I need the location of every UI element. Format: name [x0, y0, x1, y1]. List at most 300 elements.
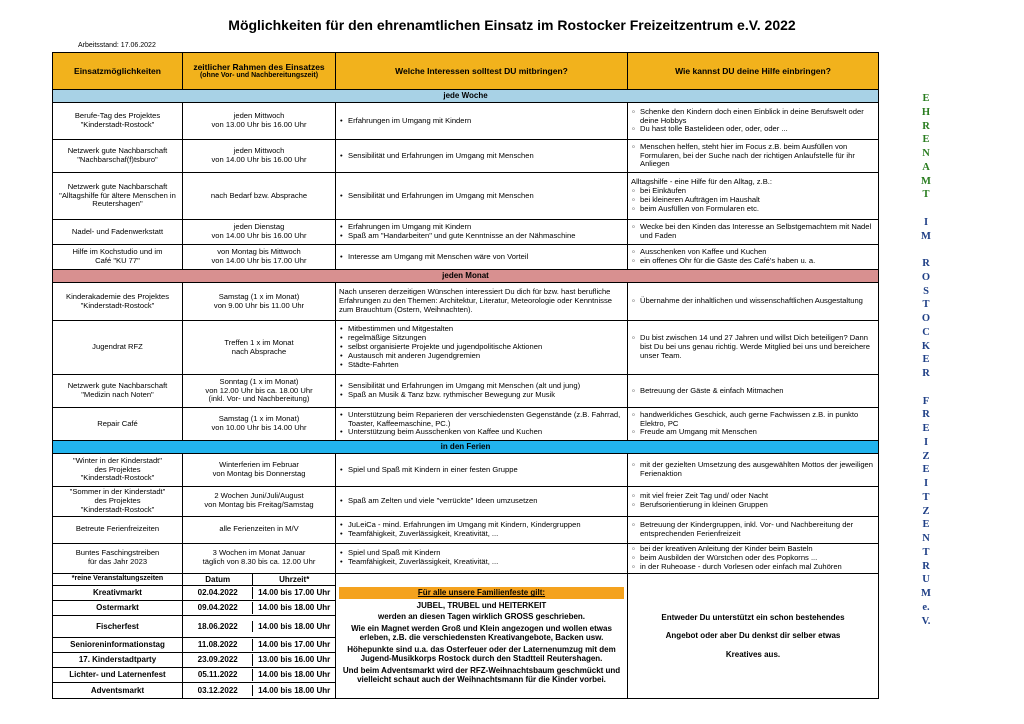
page-title: Möglichkeiten für den ehrenamtlichen Einsatz im Rostocker Freizeitzentrum e.V. 2022 [228, 17, 796, 33]
event-datetime [183, 668, 336, 683]
vertical-gap [915, 381, 937, 395]
einsatz-name-line: "Winter in der Kinderstadt" [73, 455, 162, 465]
hilfe-list-item: ▫ Du hast tolle Bastelideen oder, oder, oder ... [631, 125, 875, 134]
vertical-letter: M [921, 230, 931, 242]
vertical-label [915, 92, 937, 628]
hilfe-cell [628, 408, 879, 441]
zeit-text-line: nach Absprache [231, 346, 287, 356]
section-row [53, 90, 879, 103]
vertical-letter: V. [921, 615, 931, 627]
hilfe-list-item: ▫ Betreuung der Kindergruppen, inkl. Vor- und Nachbereitung der entsprechenden Ferienfreizeit [631, 521, 875, 539]
einsatz-name-line: Repair Café [97, 418, 138, 428]
zeit-cell [183, 321, 336, 375]
table-row [53, 516, 879, 543]
vertical-letter: R [922, 258, 930, 269]
events-head-datetime [183, 573, 336, 585]
einsatz-name-line: Netzwerk gute Nachbarschaft [67, 381, 168, 391]
einsatz-name-line: "Alltagshilfe für ältere Menschen in Reutershagen" [59, 190, 176, 209]
interessen-cell [336, 140, 628, 173]
zeit-text [186, 525, 332, 534]
vertical-letter: T [922, 299, 930, 311]
hilfe-list [631, 545, 875, 572]
hilfe-list [631, 223, 875, 241]
einsatz-cell [53, 103, 183, 140]
hilfe-list-item: ▫ Freude am Umgang mit Menschen [631, 428, 875, 437]
hilfe-list-item: ▫ bei Einkäufen [631, 187, 875, 196]
zeit-text-line: (inkl. Vor- und Nachbereitung) [208, 394, 310, 404]
hilfe-list [631, 387, 875, 396]
zeit-cell [183, 173, 336, 220]
hilfe-intro: Alltagshilfe - eine Hilfe für den Alltag, z.B.: [631, 177, 772, 187]
table-row [53, 375, 879, 408]
interessen-list-item: • selbst organisierte Projekte und jugendpolitische Aktionen [339, 343, 624, 352]
zeit-cell [183, 140, 336, 173]
event-time: 14.00 bis 18.00 Uhr [258, 621, 331, 631]
einsatz-name [56, 228, 179, 237]
vertical-letter: N [922, 533, 930, 544]
zeit-text-line: Samstag (1 x im Monat) [218, 291, 300, 301]
zeit-text [186, 549, 332, 567]
zeit-cell [183, 516, 336, 543]
einsatz-cell [53, 283, 183, 321]
interessen-list-item: • Spaß am "Handarbeiten" und gute Kenntnisse an der Nähmaschine [339, 232, 624, 241]
hilfe-cell [628, 516, 879, 543]
event-date: 03.12.2022 [183, 685, 253, 696]
event-name: Fischerfest [53, 616, 183, 638]
section-title: jede Woche [53, 90, 879, 103]
einsatz-cell [53, 543, 183, 573]
zeit-cell [183, 283, 336, 321]
family-help-cell [628, 573, 879, 698]
table-row [53, 408, 879, 441]
einsatz-name [56, 248, 179, 266]
einsatz-name [56, 343, 179, 352]
einsatz-name-line: Café "KU 77" [95, 256, 140, 265]
zeit-cell [183, 543, 336, 573]
interessen-list [339, 521, 624, 539]
einsatz-name-line: "Nachbarschaf(f)tsburo" [77, 155, 158, 164]
zeit-text-line: jeden Dienstag [233, 222, 285, 232]
zeit-text [186, 415, 332, 433]
header-zeit: zeitlicher Rahmen des Einsatzes (ohne Vor- und Nachbereitungszeit) [183, 53, 336, 90]
einsatz-cell [53, 245, 183, 270]
zeit-cell [183, 245, 336, 270]
einsatz-name [56, 420, 179, 429]
vertical-letter: I [923, 216, 929, 228]
einsatz-name [56, 147, 179, 165]
hilfe-list-item: ▫ Schenke den Kindern doch einen Einblick in deine Berufswelt oder deine Hobbys [631, 108, 875, 126]
zeit-text-line: von Montag bis Mittwoch [217, 247, 301, 257]
einsatz-cell [53, 220, 183, 245]
vertical-letter: E [922, 93, 930, 104]
zeit-text-line: von 12.00 Uhr bis ca. 18.00 Uhr [205, 385, 313, 395]
section-row [53, 270, 879, 283]
interessen-list-item: • Spiel und Spaß mit Kindern [339, 549, 624, 558]
interessen-cell [336, 321, 628, 375]
interessen-list-item: • Erfahrungen im Umgang mit Kindern [339, 117, 624, 126]
interessen-text: Nach unseren derzeitigen Wünschen interessiert Du dich für bzw. hast berufliche Erfahrungen zu den Themen: Architektur, Literatur, Meteorologie oder Kenntnisse zum Brauchtum (Ostern, Weihnachten). [339, 287, 612, 314]
family-help-line: Entweder Du unterstützt ein schon bestehendes [661, 612, 845, 622]
vertical-gap [915, 202, 937, 216]
table-row [53, 283, 879, 321]
interessen-list-item: • Erfahrungen im Umgang mit Kindern [339, 223, 624, 232]
interessen-list-item: • Unterstützung beim Ausschenken von Kaffee und Kuchen [339, 428, 624, 437]
zeit-text-line: Sonntag (1 x im Monat) [219, 376, 299, 386]
einsatz-cell [53, 408, 183, 441]
zeit-text [186, 378, 332, 405]
events-head-time: Uhrzeit* [253, 574, 335, 585]
header-hilfe: Wie kannst DU deine Hilfe einbringen? [628, 53, 879, 90]
interessen-list-item: • Mitbestimmen und Mitgestalten [339, 325, 624, 334]
hilfe-list [631, 248, 875, 266]
events-head-date: Datum [183, 574, 253, 585]
zeit-text-line: nach Bedarf bzw. Absprache [210, 190, 308, 200]
family-line: werden an diesen Tagen wirklich GROSS geschrieben. [377, 612, 586, 622]
zeit-cell [183, 103, 336, 140]
event-datetime [183, 616, 336, 638]
hilfe-list [631, 297, 875, 306]
einsatz-cell [53, 375, 183, 408]
interessen-list [339, 325, 624, 370]
event-date: 09.04.2022 [183, 602, 253, 613]
family-text [339, 601, 624, 685]
interessen-list [339, 382, 624, 400]
einsatz-name-line: des Projektes [94, 495, 141, 505]
main-table [52, 52, 879, 699]
table-row [53, 321, 879, 375]
interessen-list-item: • Spiel und Spaß mit Kindern in einer festen Gruppe [339, 466, 624, 475]
hilfe-list-item: ▫ Menschen helfen, steht hier im Focus z.B. beim Ausfüllen von Formularen, bei der Suche nach der richtigen Anlaufstelle für ihr Anliegen [631, 143, 875, 170]
zeit-cell [183, 408, 336, 441]
hilfe-cell [628, 487, 879, 517]
hilfe-list-item: ▫ Berufsorientierung in kleinen Gruppen [631, 501, 875, 510]
family-line: Höhepunkte sind u.a. das Osterfeuer oder der Laternenumzug mit dem Jugend-Musikkorps Rostock durch den Stadtteil Reutershagen. [347, 644, 616, 664]
vertical-letter: C [922, 326, 930, 338]
family-line: JUBEL, TRUBEL und HEITERKEIT [416, 600, 547, 610]
einsatz-name [56, 183, 179, 210]
hilfe-list-item: ▫ beim Ausbilden der Würstchen oder des Popkorns ... [631, 554, 875, 563]
event-name: 17. Kinderstadtparty [53, 653, 183, 668]
hilfe-list-item: ▫ Übernahme der inhaltlichen und wissenschaftlichen Ausgestaltung [631, 297, 875, 306]
vertical-gap [915, 243, 937, 257]
vertical-letter: R [922, 560, 930, 572]
hilfe-list [631, 334, 875, 361]
interessen-list [339, 223, 624, 241]
zeit-text-line: von 14.00 Uhr bis 17.00 Uhr [211, 256, 307, 265]
zeit-text-line: 3 Wochen im Monat Januar [212, 548, 306, 558]
header-einsatz: Einsatzmöglichkeiten [53, 53, 183, 90]
hilfe-list-item: ▫ handwerkliches Geschick, auch gerne Fachwissen z.B. in punkto Elektro, PC [631, 411, 875, 429]
einsatz-name [56, 488, 179, 515]
event-date: 18.06.2022 [183, 621, 253, 632]
interessen-list [339, 152, 624, 161]
einsatz-name-line: Buntes Faschingstreiben [75, 548, 160, 558]
hilfe-list [631, 411, 875, 438]
interessen-cell [336, 487, 628, 517]
vertical-letter: E [922, 423, 930, 434]
einsatz-name-line: "Kinderstadt-Rostock" [80, 504, 155, 514]
arbeitsstand: Arbeitsstand: 17.06.2022 [78, 42, 156, 49]
hilfe-cell [628, 103, 879, 140]
header-row [53, 53, 879, 90]
table-row [53, 220, 879, 245]
table-row [53, 487, 879, 517]
vertical-letter: E [922, 464, 930, 476]
zeit-text-line: 2 Wochen Juni/Juli/August [214, 491, 304, 501]
interessen-list [339, 253, 624, 262]
interessen-list-item: • Städte-Fahrten [339, 361, 624, 370]
einsatz-name-line: für das Jahr 2023 [87, 557, 148, 567]
zeit-text-line: von Montag bis Freitag/Samstag [204, 500, 314, 510]
hilfe-list [631, 492, 875, 510]
interessen-cell [336, 245, 628, 270]
events-header-row [53, 573, 879, 585]
hilfe-cell [628, 454, 879, 487]
hilfe-cell [628, 173, 879, 220]
event-time: 14.00 bis 18.00 Uhr [258, 603, 331, 613]
zeit-text-line: von Montag bis Donnerstag [212, 469, 306, 478]
vertical-letter: K [921, 340, 931, 352]
einsatz-cell [53, 454, 183, 487]
hilfe-list-item: ▫ Wecke bei den Kinden das Interesse an Selbstgemachtem mit Nadel und Faden [631, 223, 875, 241]
zeit-text-line: von 14.00 Uhr bis 16.00 Uhr [211, 231, 307, 240]
vertical-letter: S [923, 285, 929, 297]
event-name: Adventsmarkt [53, 683, 183, 699]
einsatz-name-line: Netzwerk gute Nachbarschaft [67, 146, 168, 156]
event-date: 23.09.2022 [183, 654, 253, 665]
interessen-list-item: • Sensibilität und Erfahrungen im Umgang mit Menschen [339, 152, 624, 161]
interessen-cell [336, 103, 628, 140]
einsatz-name-line: Berufe-Tag des Projektes [74, 111, 161, 121]
interessen-list [339, 117, 624, 126]
hilfe-list [631, 143, 875, 170]
zeit-text-line: Samstag (1 x im Monat) [218, 414, 300, 424]
event-time: 14.00 bis 17.00 Uhr [258, 640, 331, 650]
einsatz-name-line: "Kinderstadt-Rostock" [80, 300, 155, 310]
einsatz-name-line: Hilfe im Kochstudio und im [72, 247, 163, 257]
zeit-text [186, 293, 332, 311]
zeit-text-line: von 13.00 Uhr bis 16.00 Uhr [211, 120, 307, 129]
vertical-letter: e. [922, 601, 930, 613]
interessen-list [339, 549, 624, 567]
vertical-letter: N [922, 148, 930, 159]
vertical-letter: I [923, 436, 929, 448]
vertical-letter: T [922, 491, 930, 503]
vertical-letter: E [922, 134, 930, 146]
vertical-letter: I [923, 478, 929, 489]
einsatz-name-line: "Kinderstadt-Rostock" [80, 473, 155, 483]
zeit-text [186, 492, 332, 510]
table-row [53, 543, 879, 573]
interessen-list [339, 192, 624, 201]
interessen-list-item: • Teamfähigkeit, Zuverlässigkeit, Kreativität, ... [339, 530, 624, 539]
einsatz-name [56, 382, 179, 400]
interessen-list-item: • Spaß an Musik & Tanz bzw. rythmischer Bewegung zur Musik [339, 391, 624, 400]
interessen-list [339, 411, 624, 438]
event-time: 14.00 bis 17.00 Uhr [258, 588, 331, 598]
einsatz-cell [53, 487, 183, 517]
hilfe-list [631, 461, 875, 479]
family-line: Und beim Adventsmarkt wird der RFZ-Weihnachtsbaum geschmückt und vielleicht schaut auch der Weihnachtsmann für die Kinder vorbei. [342, 665, 621, 684]
hilfe-cell [628, 140, 879, 173]
einsatz-name-line: Betreute Ferienfreizeiten [75, 524, 160, 534]
hilfe-list-item: ▫ Du bist zwischen 14 und 27 Jahren und willst Dich beteiligen? Dann bist Du bei uns genau richtig. Werde Mitglied bei uns und bereichere unser Team. [631, 334, 875, 361]
family-help-line: Angebot oder aber Du denkst dir selber etwas [665, 631, 841, 641]
family-cell [336, 573, 628, 698]
einsatz-name [56, 112, 179, 130]
einsatz-name-line: "Kinderstadt-Rostock" [80, 120, 155, 129]
einsatz-name-line: "Medizin nach Noten" [81, 390, 154, 399]
einsatz-name-line: "Sommer in der Kinderstadt" [69, 487, 166, 496]
zeit-cell [183, 487, 336, 517]
zeit-text-line: von 9.00 Uhr bis 11.00 Uhr [213, 300, 305, 310]
einsatz-cell [53, 173, 183, 220]
zeit-cell [183, 220, 336, 245]
hilfe-list-item: ▫ in der Ruheoase - durch Vorlesen oder einfach mal Zuhören [631, 563, 875, 572]
event-date: 05.11.2022 [183, 669, 253, 680]
interessen-cell [336, 173, 628, 220]
table-row [53, 173, 879, 220]
event-time: 13.00 bis 16.00 Uhr [258, 655, 331, 665]
einsatz-name [56, 457, 179, 484]
interessen-list-item: • Sensibilität und Erfahrungen im Umgang mit Menschen (alt und jung) [339, 382, 624, 391]
vertical-letter: Z [922, 505, 930, 517]
section-row [53, 441, 879, 454]
hilfe-list-item: ▫ mit viel freier Zeit Tag und/ oder Nacht [631, 492, 875, 501]
hilfe-cell [628, 321, 879, 375]
hilfe-cell [628, 245, 879, 270]
einsatz-name [56, 293, 179, 311]
event-time: 14.00 bis 18.00 Uhr [258, 670, 331, 680]
zeit-text [186, 112, 332, 130]
event-datetime [183, 586, 336, 601]
hilfe-cell [628, 220, 879, 245]
hilfe-list [631, 187, 875, 214]
zeit-cell [183, 375, 336, 408]
vertical-letter: F [922, 395, 930, 407]
table-row [53, 245, 879, 270]
zeit-text-line: Treffen 1 x im Monat [224, 337, 294, 347]
einsatz-name [56, 549, 179, 567]
interessen-list-item: • Sensibilität und Erfahrungen im Umgang mit Menschen [339, 192, 624, 201]
einsatz-name-line: Kinderakademie des Projektes [66, 291, 169, 301]
family-head: Für alle unsere Familienfeste gilt: [339, 587, 624, 598]
family-help-line: Kreatives aus. [725, 649, 781, 659]
vertical-letter: E [922, 354, 930, 366]
interessen-list-item: • Spaß am Zelten und viele "verrückte" Ideen umzusetzen [339, 497, 624, 506]
interessen-list-item: • JuLeiCa - mind. Erfahrungen im Umgang mit Kindern, Kindergruppen [339, 521, 624, 530]
hilfe-list-item: ▫ bei der kreativen Anleitung der Kinder beim Basteln [631, 545, 875, 554]
vertical-letter: M [921, 588, 931, 599]
hilfe-list-item: ▫ Ausschenken von Kaffee und Kuchen [631, 248, 875, 257]
vertical-letter: T [922, 546, 930, 558]
hilfe-cell [628, 283, 879, 321]
hilfe-list [631, 108, 875, 135]
section-title: jeden Monat [53, 270, 879, 283]
events-head-name: *reine Veranstaltungszeiten [53, 573, 183, 585]
hilfe-list-item: ▫ beim Ausfüllen von Formularen etc. [631, 205, 875, 214]
hilfe-list-item: ▫ bei kleineren Aufträgen im Haushalt [631, 196, 875, 205]
einsatz-cell [53, 140, 183, 173]
event-datetime [183, 653, 336, 668]
header-interessen: Welche Interessen solltest DU mitbringen? [336, 53, 628, 90]
event-datetime [183, 683, 336, 699]
einsatz-name [56, 525, 179, 534]
hilfe-list-item: ▫ Betreuung der Gäste & einfach Mitmachen [631, 387, 875, 396]
zeit-text [186, 223, 332, 241]
hilfe-list-item: ▫ ein offenes Ohr für die Gäste des Café's haben u. a. [631, 257, 875, 266]
interessen-cell [336, 543, 628, 573]
vertical-letter: H [921, 106, 931, 118]
vertical-letter: Z [922, 450, 930, 462]
interessen-cell [336, 220, 628, 245]
event-name: Lichter- und Laternenfest [53, 668, 183, 683]
table-row [53, 140, 879, 173]
interessen-cell [336, 454, 628, 487]
hilfe-cell [628, 375, 879, 408]
vertical-letter: R [922, 409, 930, 421]
interessen-cell [336, 516, 628, 543]
vertical-letter: E [922, 519, 930, 531]
einsatz-name-line: Jugendrat RFZ [92, 342, 143, 352]
event-datetime [183, 601, 336, 616]
zeit-text-line: jeden Mittwoch [233, 111, 285, 121]
einsatz-name-line: Netzwerk gute Nachbarschaft [67, 181, 168, 191]
interessen-list-item: • Unterstützung beim Reparieren der verschiedensten Gegenstände (z.B. Fahrrad, Toaster, Kaffeemaschine, PC.) [339, 411, 624, 429]
interessen-list-item: • Teamfähigkeit, Zuverlässigkeit, Kreativität, ... [339, 558, 624, 567]
vertical-letter: O [921, 271, 931, 283]
table-row [53, 454, 879, 487]
section-title: in den Ferien [53, 441, 879, 454]
hilfe-list [631, 521, 875, 539]
family-line: Wie ein Magnet werden Groß und Klein angezogen und wollen etwas erleben, z.B. die verschiedensten Kreativangebote, Backen usw. [351, 623, 612, 643]
zeit-text [186, 339, 332, 357]
zeit-text-line: alle Ferienzeiten in M/V [219, 524, 299, 534]
event-name: Senioreninformationstag [53, 638, 183, 653]
vertical-letter: U [922, 574, 930, 586]
zeit-text [186, 461, 332, 479]
einsatz-name-line: des Projektes [94, 464, 141, 474]
event-name: Kreativmarkt [53, 586, 183, 601]
einsatz-cell [53, 516, 183, 543]
zeit-cell [183, 454, 336, 487]
zeit-text-line: Winterferien im Februar [219, 460, 299, 470]
einsatz-cell [53, 321, 183, 375]
event-date: 02.04.2022 [183, 587, 253, 598]
interessen-list-item: • Austausch mit anderen Jugendgremien [339, 352, 624, 361]
hilfe-cell [628, 543, 879, 573]
vertical-letter: R [922, 120, 930, 132]
vertical-letter: O [921, 313, 931, 324]
interessen-cell [336, 283, 628, 321]
zeit-text-line: von 10.00 Uhr bis 14.00 Uhr [211, 423, 307, 432]
interessen-cell [336, 375, 628, 408]
zeit-text-line: von 14.00 Uhr bis 16.00 Uhr [211, 155, 307, 164]
vertical-letter: T [922, 189, 930, 201]
event-name: Ostermarkt [53, 601, 183, 616]
interessen-list [339, 466, 624, 475]
interessen-cell [336, 408, 628, 441]
zeit-text-line: jeden Mittwoch [233, 146, 285, 156]
vertical-letter: M [921, 175, 931, 187]
table-row [53, 103, 879, 140]
zeit-text [186, 192, 332, 201]
einsatz-name-line: Nadel- und Fadenwerkstatt [71, 226, 164, 236]
zeit-text [186, 147, 332, 165]
zeit-text [186, 248, 332, 266]
event-datetime [183, 638, 336, 653]
interessen-list-item: • Interesse am Umgang mit Menschen wäre von Vorteil [339, 253, 624, 262]
